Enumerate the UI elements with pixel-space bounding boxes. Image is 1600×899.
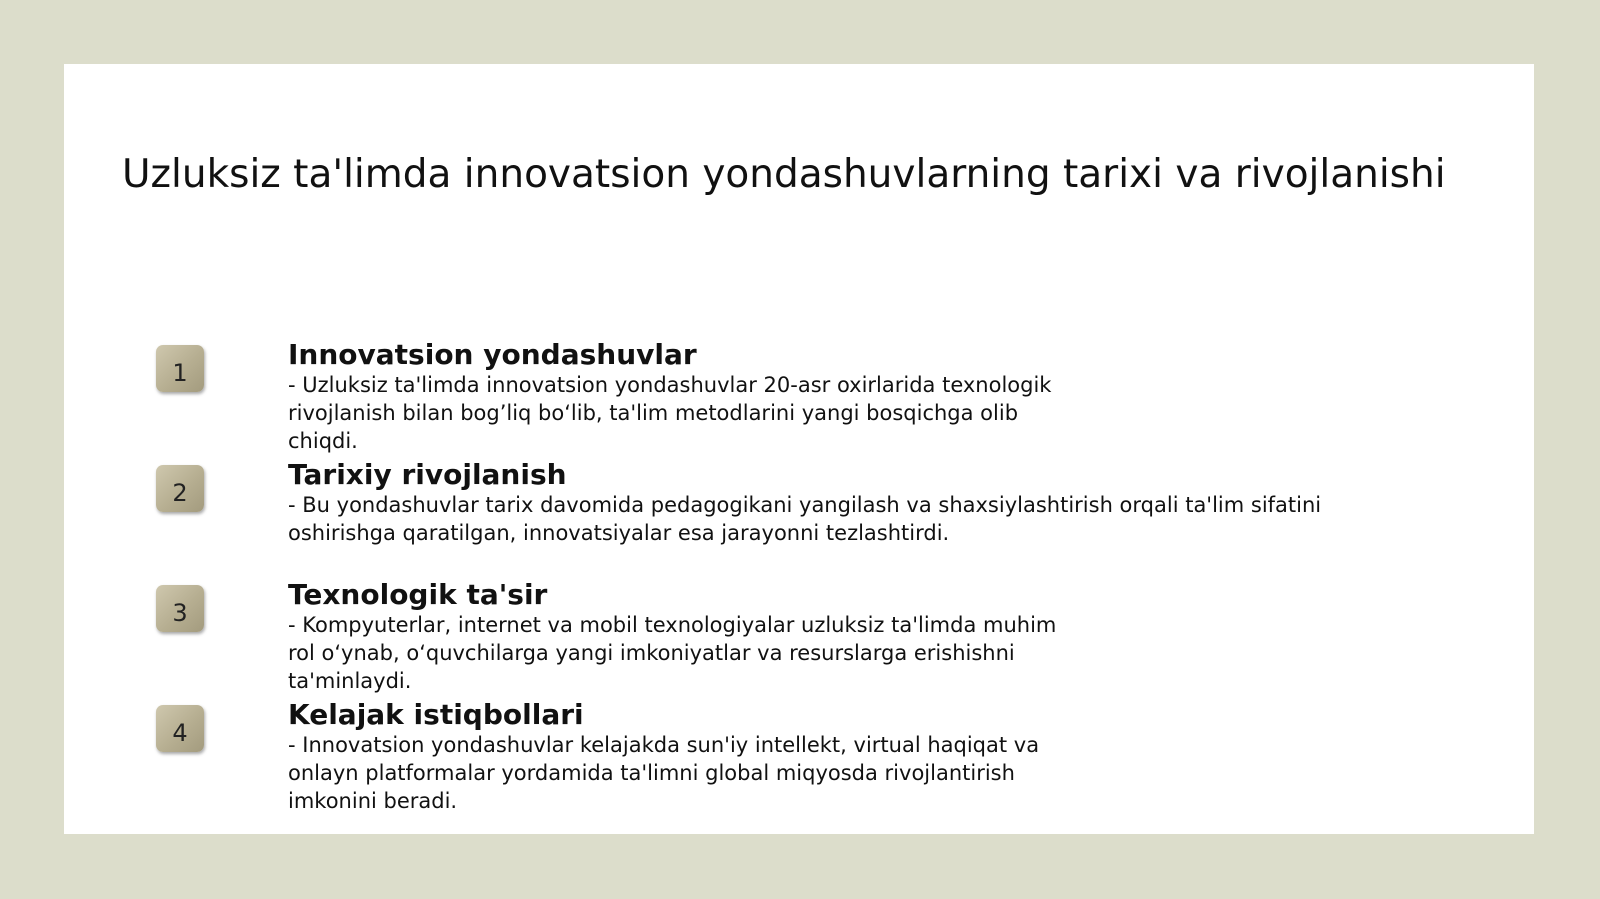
slide-title: Uzluksiz ta'limda innovatsion yondashuvlarning tarixi va rivojlanishi [122, 152, 1446, 197]
slide [64, 64, 1534, 834]
timeline-item-text [288, 459, 1428, 547]
step-number-badge: 2 [156, 465, 204, 512]
step-number-badge: 3 [156, 585, 204, 632]
timeline-item-title: Innovatsion yondashuvlar [288, 338, 697, 371]
timeline-item-description: - Innovatsion yondashuvlar kelajakda sun'iy intellekt, virtual haqiqat va onlayn platformalar yordamida ta'limni global miqyosda rivojlantirish imkonini beradi. [288, 733, 1040, 813]
timeline-item-text [288, 699, 1128, 815]
timeline-list [64, 64, 1534, 834]
timeline-item-description: - Kompyuterlar, internet va mobil texnologiyalar uzluksiz ta'limda muhim rol o‘ynab, o‘quvchilarga yangi imkoniyatlar va resurslarga erishishni ta'minlaydi. [288, 613, 1057, 693]
step-number-badge: 4 [156, 705, 204, 752]
timeline-item-title: Texnologik ta'sir [288, 578, 548, 611]
timeline-item-title: Kelajak istiqbollari [288, 698, 584, 731]
step-number-badge: 1 [156, 345, 204, 392]
timeline-item-text [288, 579, 1128, 695]
timeline-item-text [288, 339, 1128, 455]
timeline-item-description: - Bu yondashuvlar tarix davomida pedagogikani yangilash va shaxsiylashtirish orqali ta'lim sifatini oshirishga qaratilgan, innovatsiyalar esa jarayonni tezlashtirdi. [288, 493, 1322, 545]
timeline-item-title: Tarixiy rivojlanish [288, 458, 567, 491]
timeline-item-description: - Uzluksiz ta'limda innovatsion yondashuvlar 20-asr oxirlarida texnologik rivojlanish bilan bog’liq bo‘lib, ta'lim metodlarini yangi bosqichga olib chiqdi. [288, 373, 1052, 453]
